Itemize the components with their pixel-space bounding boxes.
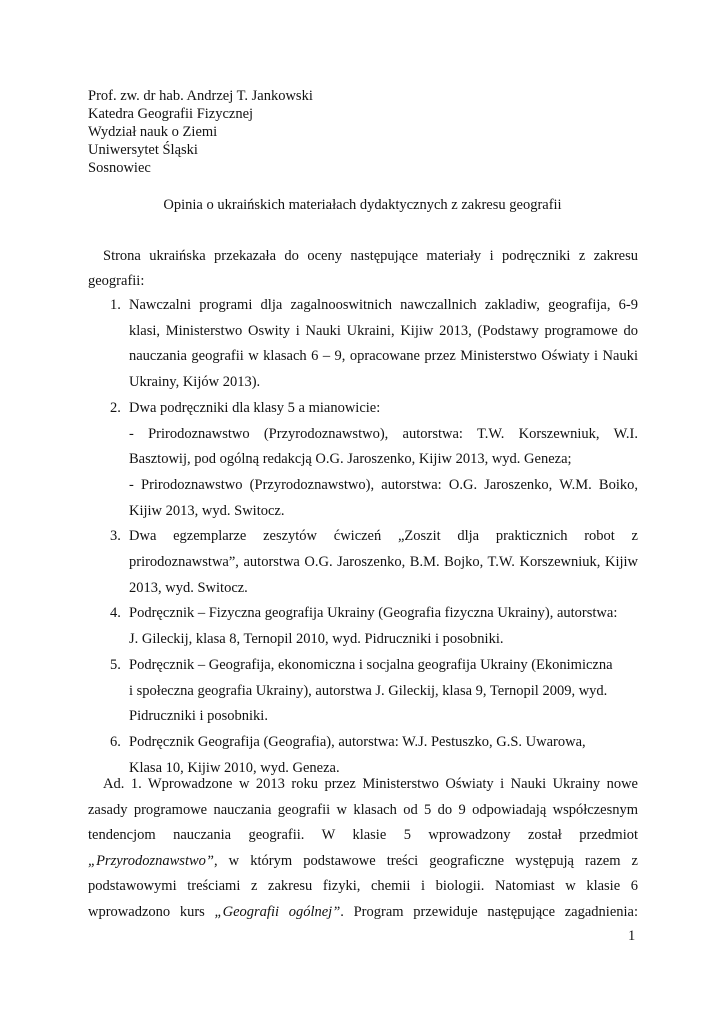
italic-term: „Przyrodoznawstwo” (88, 852, 214, 869)
page-number: 1 (628, 928, 636, 944)
list-item-line: Ukrainy, Kijów 2013). (129, 374, 261, 391)
list-item-number: 2. (110, 399, 121, 416)
intro-line: Strona ukraińska przekazała do oceny następujące materiały i podręczniki z zakresu (103, 248, 638, 264)
paragraph-line (88, 900, 638, 926)
list-item-number: 4. (110, 605, 121, 622)
intro-line: geografii: (88, 273, 145, 289)
author-header (88, 87, 313, 177)
list-item-number: 6. (110, 733, 121, 750)
list-item-line: Pidruczniki i posobniki. (129, 708, 268, 725)
list-item-line: - Prirodoznawstwo (Przyrodoznawstwo), autorstwa: O.G. Jaroszenko, W.M. Boiko, (129, 476, 638, 493)
list-item-line: Podręcznik – Geografija, ekonomiczna i socjalna geografija Ukrainy (Ekonimiczna (129, 656, 613, 673)
list-item-number: 5. (110, 656, 121, 673)
list-item-line: i społeczna geografia Ukrainy), autorstwa J. Gileckij, klasa 9, Ternopil 2009, wyd. (129, 682, 608, 699)
intro-paragraph (88, 244, 638, 294)
list-item (110, 293, 638, 396)
author-university: Uniwersytet Śląski (88, 142, 198, 158)
paragraph-line: tendencjom nauczania geografii. W klasie 5 wprowadzony został przedmiot (88, 827, 638, 843)
author-name: Prof. zw. dr hab. Andrzej T. Jankowski (88, 88, 313, 104)
materials-list (110, 293, 638, 781)
list-item-line: Kijiw 2013, wyd. Switocz. (129, 502, 285, 519)
list-item-line: Podręcznik Geografija (Geografia), autorstwa: W.J. Pestuszko, G.S. Uwarowa, (129, 733, 586, 750)
paragraph-line (88, 849, 638, 875)
list-item-line: klasi, Ministerstwo Oswity i Nauki Ukraini, Kijiw 2013, (Podstawy programowe do (129, 322, 638, 339)
list-item (110, 396, 638, 525)
ad1-paragraph (88, 772, 638, 925)
paragraph-text: wprowadzono kurs (88, 903, 215, 920)
list-item-number: 1. (110, 297, 121, 313)
list-item-line: Podręcznik – Fizyczna geografija Ukrainy (Geografia fizyczna Ukrainy), autorstwa: (129, 605, 618, 622)
paragraph-line: Ad. 1. Wprowadzone w 2013 roku przez Ministerstwo Oświaty i Nauki Ukrainy nowe (103, 776, 638, 792)
author-department: Katedra Geografii Fizycznej (88, 106, 254, 122)
list-item-line: 2013, wyd. Switocz. (129, 579, 248, 596)
paragraph-text: , w którym podstawowe treści geograficzne występują razem z (213, 852, 638, 869)
list-item-line: Basztowij, pod ogólną redakcją O.G. Jaroszenko, Kijiw 2013, wyd. Geneza; (129, 451, 572, 468)
list-item-line: Nawczalni programi dlja zagalnooswitnich nawczallnich zakladiw, geografija, 6-9 (129, 297, 638, 313)
list-item (110, 653, 638, 730)
list-item-line: J. Gileckij, klasa 8, Ternopil 2010, wyd. Pidruczniki i posobniki. (129, 631, 504, 648)
paragraph-line: podstawowymi treściami z zakresu fizyki, chemii i biologii. Natomiast w klasie 6 (88, 878, 638, 894)
italic-term: „Geografii ogólnej” (214, 903, 341, 920)
list-item-number: 3. (110, 528, 121, 545)
list-item-line: Klasa 10, Kijiw 2010, wyd. Geneza. (129, 759, 340, 776)
list-item-line: Dwa podręczniki dla klasy 5 a mianowicie: (129, 399, 381, 416)
paragraph-text: . Program przewiduje następujące zagadnienia: (340, 903, 638, 920)
document-title: Opinia o ukraińskich materiałach dydaktycznych z zakresu geografii (163, 197, 562, 213)
list-item-line: nauczania geografii w klasach 6 – 9, opracowane przez Ministerstwo Oświaty i Nauki (129, 348, 638, 365)
list-item-line: - Prirodoznawstwo (Przyrodoznawstwo), autorstwa: T.W. Korszewniuk, W.I. (129, 425, 638, 442)
paragraph-line: zasady programowe nauczania geografii w klasach od 5 do 9 odpowiadają współczesnym (88, 801, 638, 818)
author-faculty: Wydział nauk o Ziemi (88, 124, 218, 140)
list-item (110, 524, 638, 601)
list-item (110, 601, 638, 652)
author-city: Sosnowiec (88, 160, 151, 176)
list-item-line: prirodoznawstwa”, autorstwa O.G. Jaroszenko, B.M. Bojko, T.W. Korszewniuk, Kijiw (129, 554, 638, 571)
list-item-line: Dwa egzemplarze zeszytów ćwiczeń „Zoszit dlja prakticznich robot z (129, 528, 638, 545)
